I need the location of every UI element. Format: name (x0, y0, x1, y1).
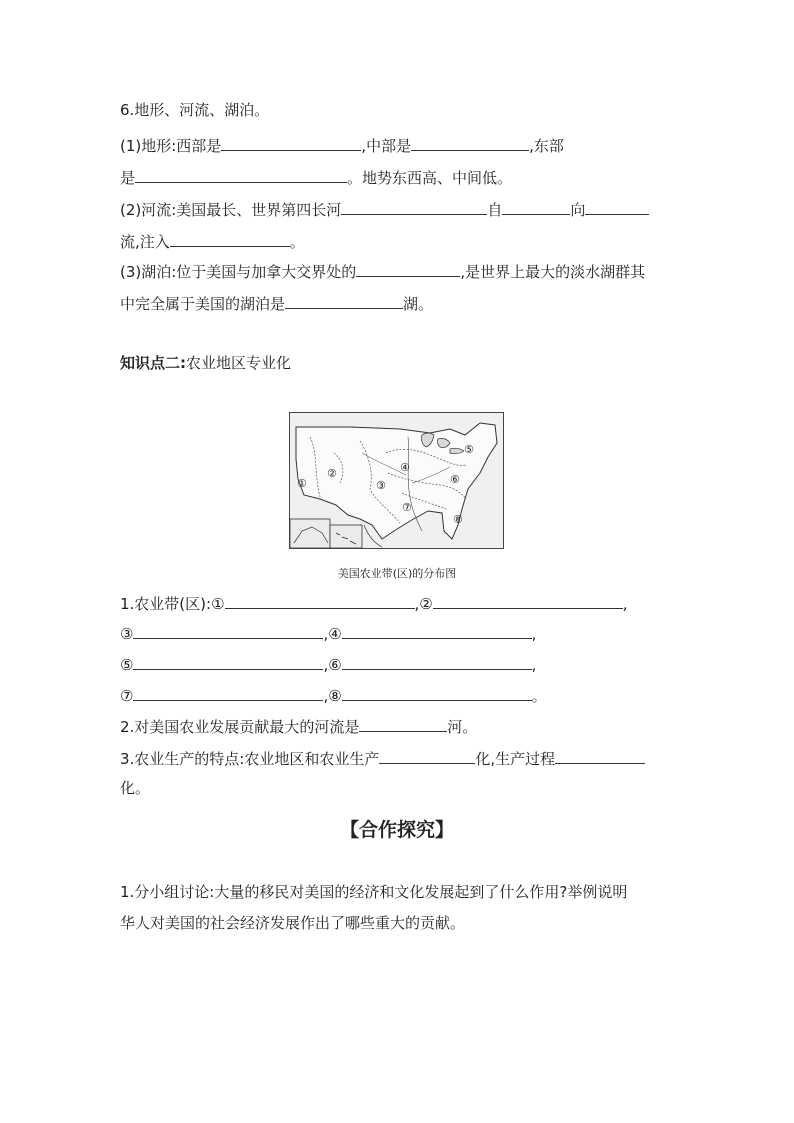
agri-q3 (120, 747, 645, 769)
agri-c7: ⑦ (120, 687, 134, 705)
river-end: 。 (289, 233, 305, 251)
map-label-6: ⑥ (450, 473, 460, 486)
terrain-line-2 (120, 166, 512, 188)
blank-belt-8[interactable] (342, 684, 532, 701)
agri-q2-prefix: 2.对美国农业发展贡献最大的河流是 (120, 718, 360, 736)
map-label-2: ② (327, 467, 337, 480)
terrain-mid: ,中部是 (361, 137, 412, 155)
agri-end-comma-2: , (531, 625, 537, 643)
agri-sep8: ,⑧ (323, 687, 342, 705)
river-cont-prefix: 流,注入 (120, 233, 170, 251)
blank-belt-3[interactable] (133, 622, 323, 639)
agri-sep4: ,④ (323, 625, 342, 643)
river-prefix: (2)河流:美国最长、世界第四长河 (120, 201, 342, 219)
agri-end-comma: , (622, 595, 628, 613)
agri-q2 (120, 715, 477, 737)
blank-belt-7[interactable] (133, 684, 323, 701)
agri-q2-end: 河。 (447, 718, 478, 736)
agri-q1-line4 (120, 684, 547, 706)
terrain-east: ,东部 (529, 137, 564, 155)
lake-cont: 中完全属于美国的湖泊是 (120, 295, 286, 313)
agri-period: 。 (531, 687, 547, 705)
map-label-8: ⑧ (453, 513, 463, 526)
section6-title: 6.地形、河流、湖泊。 (120, 101, 270, 119)
river-line-2 (120, 230, 305, 252)
map-caption: 美国农业带(区)的分布图 (337, 567, 457, 580)
usa-agriculture-map (289, 412, 504, 549)
blank-belt-4[interactable] (342, 622, 532, 639)
knowledge-label: 知识点二: (120, 354, 186, 372)
blank-east-terrain[interactable] (135, 166, 347, 183)
cooperation-heading: 【合作探究】 (339, 819, 454, 841)
agri-q1-prefix: 1.农业带(区):① (120, 595, 225, 613)
blank-river-agri[interactable] (359, 715, 447, 732)
blank-west-terrain[interactable] (221, 134, 361, 151)
agri-q3-cont: 化。 (120, 779, 151, 797)
agri-q3-mid: 化,生产过程 (475, 750, 556, 768)
cooperation-q1-line2: 华人对美国的社会经济发展作出了哪些重大的贡献。 (120, 914, 466, 932)
blank-river-to[interactable] (585, 198, 649, 215)
agri-end-comma-3: , (531, 656, 537, 674)
river-line (120, 198, 649, 220)
blank-process[interactable] (555, 747, 645, 764)
agri-q1-line3 (120, 653, 536, 675)
lake-mid: ,是世界上最大的淡水湖群其 (460, 263, 646, 281)
terrain-prefix: (1)地形:西部是 (120, 137, 222, 155)
map-label-7: ⑦ (402, 501, 412, 514)
cooperation-q1-line1: 1.分小组讨论:大量的移民对美国的经济和文化发展起到了什么作用?举例说明 (120, 883, 628, 901)
agri-c5: ⑤ (120, 656, 134, 674)
blank-belt-6[interactable] (342, 653, 532, 670)
map-svg (290, 413, 503, 548)
agri-q1-line2 (120, 622, 536, 644)
blank-central-terrain[interactable] (411, 134, 529, 151)
blank-river-from[interactable] (502, 198, 570, 215)
blank-lake-group[interactable] (356, 260, 460, 277)
blank-lake-name[interactable] (285, 292, 403, 309)
lake-line-2 (120, 292, 433, 314)
blank-river-into[interactable] (170, 230, 290, 247)
blank-belt-2[interactable] (433, 592, 623, 609)
agri-q1-line1 (120, 592, 628, 614)
lake-line (120, 260, 645, 282)
map-label-4: ④ (400, 461, 410, 474)
knowledge-heading (120, 353, 291, 373)
knowledge-title: 农业地区专业化 (186, 354, 292, 372)
agri-sep2: ,② (414, 595, 433, 613)
blank-river-name[interactable] (341, 198, 487, 215)
lake-end: 湖。 (403, 295, 434, 313)
blank-belt-1[interactable] (225, 592, 415, 609)
map-label-5: ⑤ (464, 443, 474, 456)
terrain-end: 。地势东西高、中间低。 (347, 169, 513, 187)
blank-belt-5[interactable] (133, 653, 323, 670)
map-label-3: ③ (376, 479, 386, 492)
agri-q3-prefix: 3.农业生产的特点:农业地区和农业生产 (120, 750, 380, 768)
agri-c3: ③ (120, 625, 134, 643)
blank-specialization[interactable] (379, 747, 475, 764)
map-label-1: ① (297, 477, 307, 490)
agri-sep6: ,⑥ (323, 656, 342, 674)
river-to: 向 (570, 201, 586, 219)
terrain-cont-prefix: 是 (120, 169, 136, 187)
lake-prefix: (3)湖泊:位于美国与加拿大交界处的 (120, 263, 357, 281)
terrain-line (120, 134, 564, 156)
river-from: 自 (487, 201, 503, 219)
